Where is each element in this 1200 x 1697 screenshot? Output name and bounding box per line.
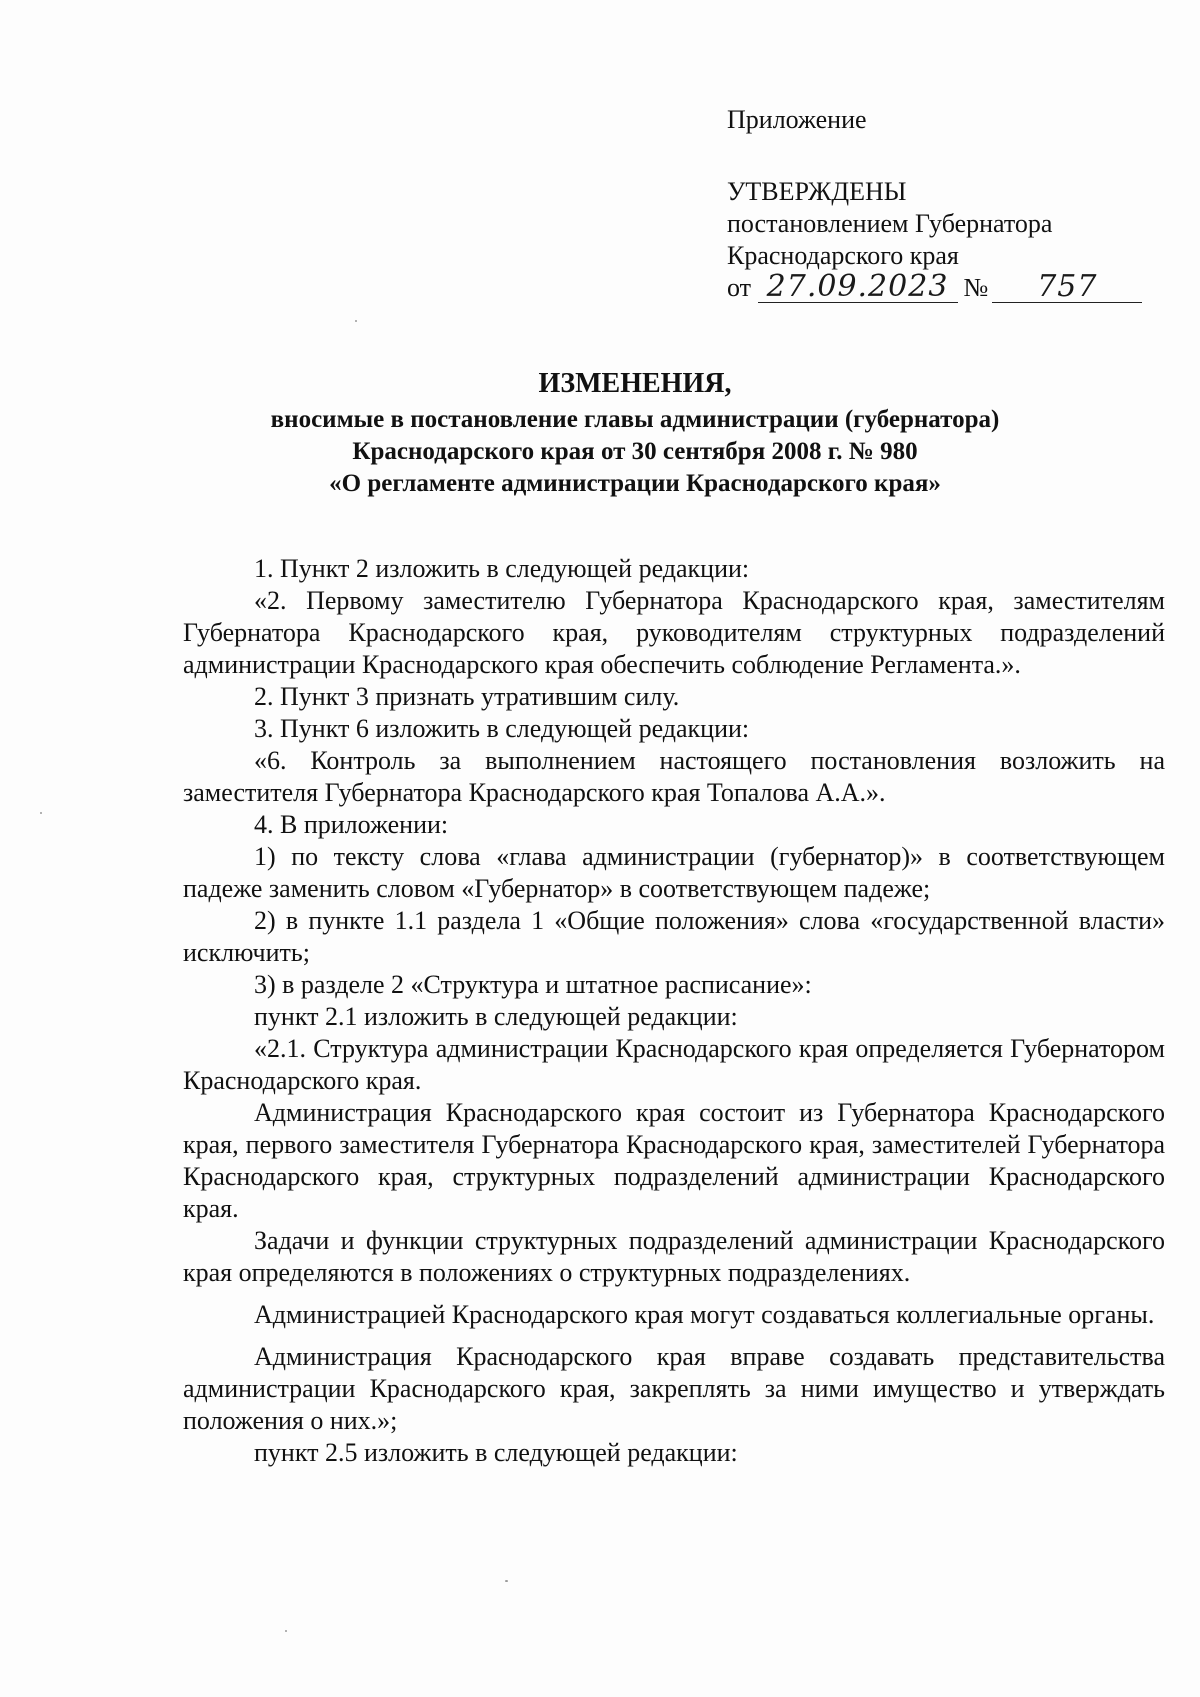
- date-number-row: [727, 269, 1142, 304]
- document-title: [180, 368, 1090, 500]
- title-line-4: «О регламенте администрации Краснодарского края»: [329, 470, 941, 497]
- paragraph: 1) по тексту слова «глава администрации (губернатор)» в соответствующем падеже заменить словом «Губернатор» в соответствующем падеже;: [183, 842, 1165, 903]
- paragraph: 2. Пункт 3 признать утратившим силу.: [254, 682, 680, 711]
- attachment-label: Приложение: [727, 105, 867, 134]
- paragraph: Администрация Краснодарского края состоит из Губернатора Краснодарского края, первого заместителя Губернатора Краснодарского края, заместителей Губернатора Краснодарского края, структурных подразделений администрации Краснодарского края.: [183, 1098, 1165, 1223]
- approved-by-line-2: Краснодарского края: [727, 241, 959, 270]
- paragraph: «6. Контроль за выполнением настоящего постановления возложить на заместителя Губернатора Краснодарского края Топалова А.А.».: [183, 746, 1165, 807]
- paragraph: 3. Пункт 6 изложить в следующей редакции:: [254, 714, 750, 743]
- approved-heading: УТВЕРЖДЕНЫ: [727, 177, 907, 206]
- title-line-2: вносимые в постановление главы администрации (губернатора): [270, 406, 1000, 433]
- paragraph: пункт 2.1 изложить в следующей редакции:: [254, 1002, 738, 1031]
- paragraph: 2) в пункте 1.1 раздела 1 «Общие положения» слова «государственной власти» исключить;: [183, 906, 1165, 967]
- paragraph: «2.1. Структура администрации Краснодарского края определяется Губернатором Краснодарского края.: [183, 1034, 1165, 1095]
- paragraph: Задачи и функции структурных подразделений администрации Краснодарского края определяются в положениях о структурных подразделениях.: [183, 1226, 1165, 1287]
- paragraph: 1. Пункт 2 изложить в следующей редакции:: [254, 554, 750, 583]
- title-line-3: Краснодарского края от 30 сентября 2008 г. № 980: [352, 438, 918, 465]
- paragraph: 4. В приложении:: [254, 810, 449, 839]
- number-sign: №: [963, 273, 989, 302]
- approved-by-line-1: постановлением Губернатора: [727, 209, 1053, 238]
- paragraph: Администрация Краснодарского края вправе создавать представительства администрации Краснодарского края, закреплять за ними имущество и утверждать положения о них.»;: [183, 1342, 1165, 1435]
- handwritten-number: 757: [992, 272, 1142, 303]
- scan-speck: [505, 1580, 508, 1582]
- paragraph: Администрацией Краснодарского края могут создаваться коллегиальные органы.: [254, 1300, 1155, 1329]
- paragraph: «2. Первому заместителю Губернатора Краснодарского края, заместителям Губернатора Краснодарского края, руководителям структурных подразделений администрации Краснодарского края обеспечить соблюдение Регламента.».: [183, 586, 1165, 679]
- document-body: [183, 553, 1165, 1469]
- paragraph: 3) в разделе 2 «Структура и штатное расписание»:: [254, 970, 812, 999]
- scan-speck: [285, 1630, 287, 1632]
- scan-speck: [40, 812, 42, 814]
- date-prefix: от: [727, 273, 752, 302]
- approval-block: [727, 104, 1142, 304]
- handwritten-date: 27.09.2023: [758, 272, 958, 303]
- title-main: ИЗМЕНЕНИЯ,: [538, 368, 732, 399]
- paragraph: пункт 2.5 изложить в следующей редакции:: [254, 1438, 738, 1467]
- scan-speck: [355, 320, 357, 322]
